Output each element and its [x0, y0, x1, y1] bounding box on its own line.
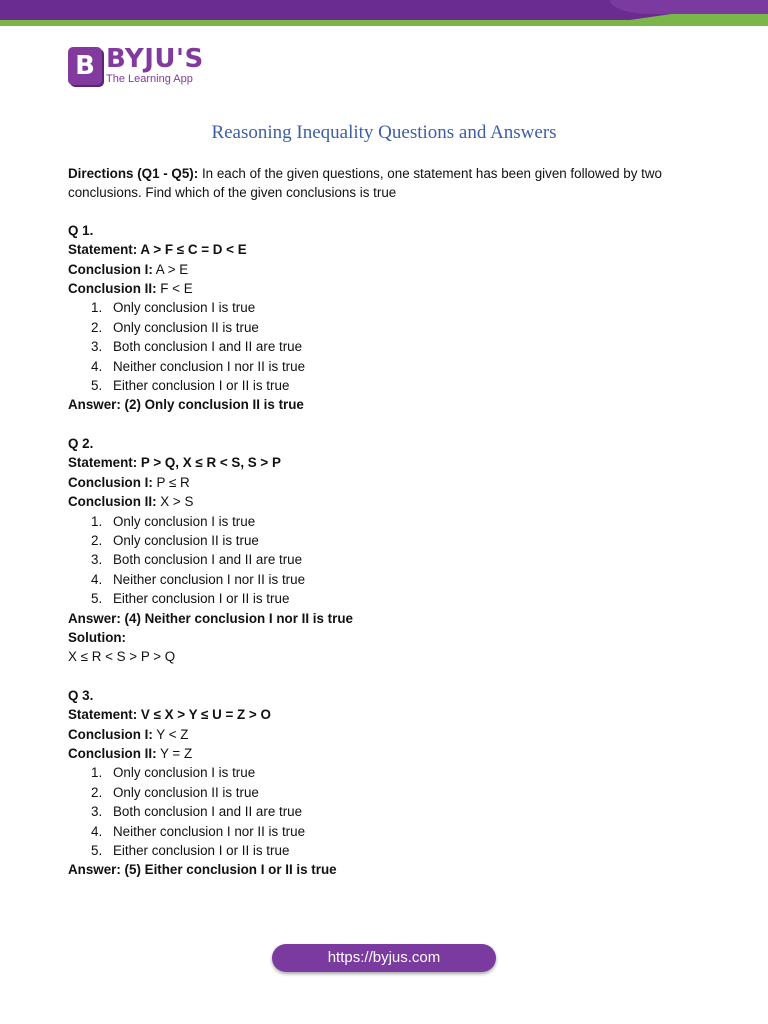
option-item — [91, 531, 698, 550]
solution-label: Solution: — [68, 629, 127, 645]
statement-text: A > F ≤ C = D < E — [137, 242, 247, 258]
option-number: 2. — [91, 319, 103, 335]
option-text: Either conclusion I or II is true — [113, 843, 290, 858]
option-number: 3. — [91, 339, 103, 355]
conclusion-2 — [68, 744, 698, 763]
document-body — [68, 164, 698, 899]
question-number: Q 1. — [68, 222, 94, 238]
statement-label: Statement: — [68, 455, 138, 471]
conclusion-1-label: Conclusion I: — [68, 474, 153, 490]
conclusion-1-label: Conclusion I: — [68, 261, 153, 277]
question-block-1 — [68, 221, 698, 415]
option-item — [91, 822, 698, 841]
option-text: Only conclusion I is true — [113, 765, 256, 781]
option-number: 1. — [91, 765, 103, 781]
option-number: 5. — [91, 591, 103, 607]
option-number: 1. — [91, 513, 103, 529]
directions-label: Directions (Q1 - Q5): — [68, 166, 199, 181]
directions-text: In each of the given questions, one statement has been given followed by two conclusions. Find which of the given conclusions is true — [68, 166, 662, 201]
conclusion-2-label: Conclusion II: — [68, 494, 157, 510]
logo-mark-letter: B — [75, 51, 95, 81]
solution-text: X ≤ R < S > P > Q — [68, 649, 176, 665]
option-text: Only conclusion II is true — [113, 319, 259, 335]
conclusion-1-text: Y < Z — [152, 726, 189, 742]
logo-name: BYJU'S — [106, 44, 204, 74]
option-number: 3. — [91, 804, 103, 820]
conclusion-2-label: Conclusion II: — [68, 281, 157, 297]
conclusion-2 — [68, 492, 698, 511]
option-item — [91, 357, 698, 376]
answer: Answer: (4) Neither conclusion I nor II is true — [68, 610, 353, 626]
option-item — [91, 550, 698, 569]
conclusion-1-text: A > E — [152, 261, 189, 277]
option-number: 2. — [91, 532, 103, 548]
option-text: Only conclusion II is true — [113, 532, 259, 548]
option-text: Either conclusion I or II is true — [113, 378, 290, 394]
statement — [68, 705, 698, 724]
byjus-logo — [68, 46, 204, 86]
option-item — [91, 589, 698, 608]
option-text: Neither conclusion I nor II is true — [113, 358, 306, 374]
option-text: Both conclusion I and II are true — [113, 552, 303, 568]
option-text: Only conclusion I is true — [113, 513, 256, 529]
option-item — [91, 802, 698, 821]
options-list — [68, 763, 698, 860]
statement-label: Statement: — [68, 707, 138, 723]
conclusion-1 — [68, 725, 698, 744]
options-list — [68, 512, 698, 609]
conclusion-2-text: X > S — [156, 494, 194, 510]
logo-text — [106, 46, 204, 86]
statement — [68, 240, 698, 259]
logo-tagline: The Learning App — [106, 73, 193, 85]
conclusion-1 — [68, 260, 698, 279]
conclusion-2-text: F < E — [156, 281, 193, 297]
logo-mark-icon — [68, 47, 102, 85]
statement-text: P > Q, X ≤ R < S, S > P — [137, 455, 281, 471]
answer: Answer: (5) Either conclusion I or II is true — [68, 862, 337, 878]
option-text: Neither conclusion I nor II is true — [113, 823, 306, 839]
option-item — [91, 783, 698, 802]
page-title: Reasoning Inequality Questions and Answers — [211, 122, 557, 143]
statement-text: V ≤ X > Y ≤ U = Z > O — [137, 707, 271, 723]
question-number: Q 3. — [68, 687, 94, 703]
option-text: Neither conclusion I nor II is true — [113, 571, 306, 587]
option-text: Only conclusion I is true — [113, 300, 256, 316]
question-block-2 — [68, 434, 698, 667]
option-item — [91, 841, 698, 860]
option-text: Both conclusion I and II are true — [113, 339, 303, 355]
option-text: Either conclusion I or II is true — [113, 591, 290, 607]
option-number: 2. — [91, 784, 103, 800]
top-header-band — [0, 0, 768, 28]
option-item — [91, 763, 698, 782]
conclusion-2 — [68, 279, 698, 298]
conclusion-2-label: Conclusion II: — [68, 745, 157, 761]
option-number: 5. — [91, 378, 103, 394]
option-item — [91, 376, 698, 395]
option-item — [91, 298, 698, 317]
question-block-3 — [68, 686, 698, 880]
option-number: 4. — [91, 823, 103, 839]
statement — [68, 453, 698, 472]
option-number: 5. — [91, 843, 103, 858]
option-item — [91, 337, 698, 356]
question-number: Q 2. — [68, 435, 94, 451]
conclusion-1-text: P ≤ R — [152, 474, 190, 490]
options-list — [68, 298, 698, 395]
option-number: 1. — [91, 300, 103, 316]
footer-url-link[interactable]: https://byjus.com — [272, 944, 496, 972]
option-item — [91, 570, 698, 589]
option-number: 3. — [91, 552, 103, 568]
option-number: 4. — [91, 571, 103, 587]
option-number: 4. — [91, 358, 103, 374]
directions — [68, 164, 698, 203]
option-item — [91, 512, 698, 531]
conclusion-1 — [68, 473, 698, 492]
option-text: Only conclusion II is true — [113, 784, 259, 800]
statement-label: Statement: — [68, 242, 138, 258]
option-item — [91, 318, 698, 337]
option-text: Both conclusion I and II are true — [113, 804, 303, 820]
conclusion-2-text: Y = Z — [156, 745, 193, 761]
conclusion-1-label: Conclusion I: — [68, 726, 153, 742]
answer: Answer: (2) Only conclusion II is true — [68, 397, 304, 413]
purple-band-accent — [610, 0, 768, 14]
